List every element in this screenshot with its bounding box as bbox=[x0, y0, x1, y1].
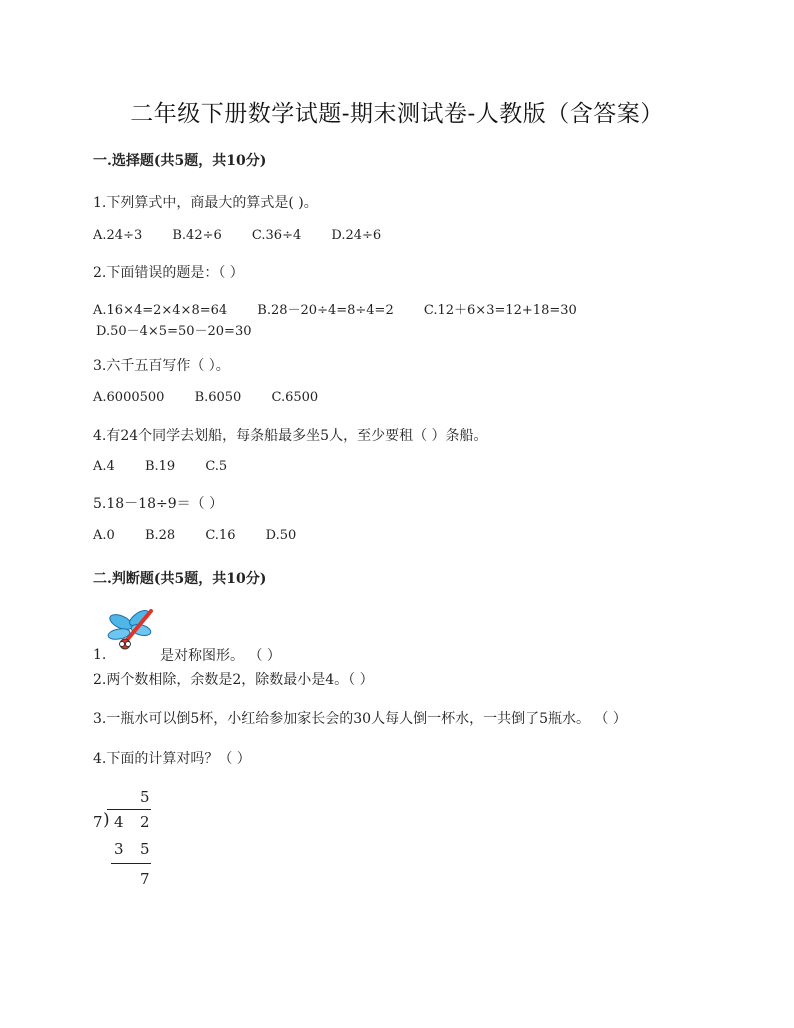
option-d: D.24÷6 bbox=[331, 228, 382, 243]
division-dividend-tens: 4 bbox=[114, 813, 124, 831]
option-c: C.5 bbox=[205, 459, 228, 474]
division-quotient: 5 bbox=[140, 788, 150, 806]
judge-question-2: 2.两个数相除，余数是2，除数最小是4。（ ） bbox=[93, 672, 374, 688]
division-bar bbox=[107, 809, 151, 810]
judge-question-4: 4.下面的计算对吗？（ ） bbox=[93, 751, 251, 767]
question-4: 4.有24个同学去划船，每条船最多坐5人，至少要租（ ）条船。 bbox=[93, 428, 488, 444]
judge-question-1-number: 1. bbox=[93, 647, 107, 663]
option-d: D.50 bbox=[265, 528, 297, 543]
division-dividend-ones: 2 bbox=[140, 813, 150, 831]
question-5: 5.18－18÷9＝（ ） bbox=[93, 496, 224, 512]
option-a: A.0 bbox=[93, 528, 115, 543]
page-title: 二年级下册数学试题-期末测试卷-人教版（含答案） bbox=[130, 101, 664, 127]
division-bracket: ) bbox=[103, 810, 110, 830]
option-a: A.6000500 bbox=[93, 390, 165, 405]
division-product-ones: 5 bbox=[140, 840, 150, 858]
division-remainder: 7 bbox=[140, 870, 150, 888]
option-c: C.16 bbox=[205, 528, 236, 543]
option-d: D.50－4×5=50－20=30 bbox=[96, 324, 252, 339]
option-c: C.36÷4 bbox=[251, 228, 302, 243]
question-2-options-line1 bbox=[93, 299, 603, 318]
option-b: B.28－20÷4=8÷4=2 bbox=[257, 303, 394, 318]
option-b: B.19 bbox=[144, 459, 176, 474]
option-c: C.12＋6×3=12+18=30 bbox=[423, 303, 577, 318]
division-product-tens: 3 bbox=[114, 840, 124, 858]
long-division bbox=[93, 788, 173, 893]
option-b: B.6050 bbox=[194, 390, 242, 405]
division-divisor: 7 bbox=[93, 813, 103, 831]
dragonfly-image bbox=[105, 608, 157, 654]
question-1-options bbox=[93, 228, 407, 243]
option-b: B.28 bbox=[144, 528, 176, 543]
question-3-options bbox=[93, 390, 344, 405]
question-2: 2.下面错误的题是：（ ） bbox=[93, 265, 244, 281]
option-a: A.4 bbox=[93, 459, 115, 474]
section-heading-choice: 一.选择题(共5题，共10分) bbox=[93, 153, 267, 169]
section-heading-judge: 二.判断题(共5题，共10分) bbox=[93, 571, 267, 587]
judge-question-3: 3.一瓶水可以倒5杯，小红给参加家长会的30人每人倒一杯水，一共倒了5瓶水。 （ ） bbox=[93, 711, 627, 727]
question-4-options bbox=[93, 459, 253, 474]
question-3: 3.六千五百写作（ ）。 bbox=[93, 358, 230, 374]
option-c: C.6500 bbox=[271, 390, 319, 405]
division-subtract-line bbox=[111, 863, 151, 864]
question-5-options bbox=[93, 528, 322, 543]
option-a: A.16×4=2×4×8=64 bbox=[93, 303, 228, 318]
question-1: 1.下列算式中，商最大的算式是( )。 bbox=[93, 195, 318, 211]
judge-question-1: 是对称图形。 （ ） bbox=[160, 648, 281, 664]
option-a: A.24÷3 bbox=[93, 228, 143, 243]
option-b: B.42÷6 bbox=[172, 228, 222, 243]
